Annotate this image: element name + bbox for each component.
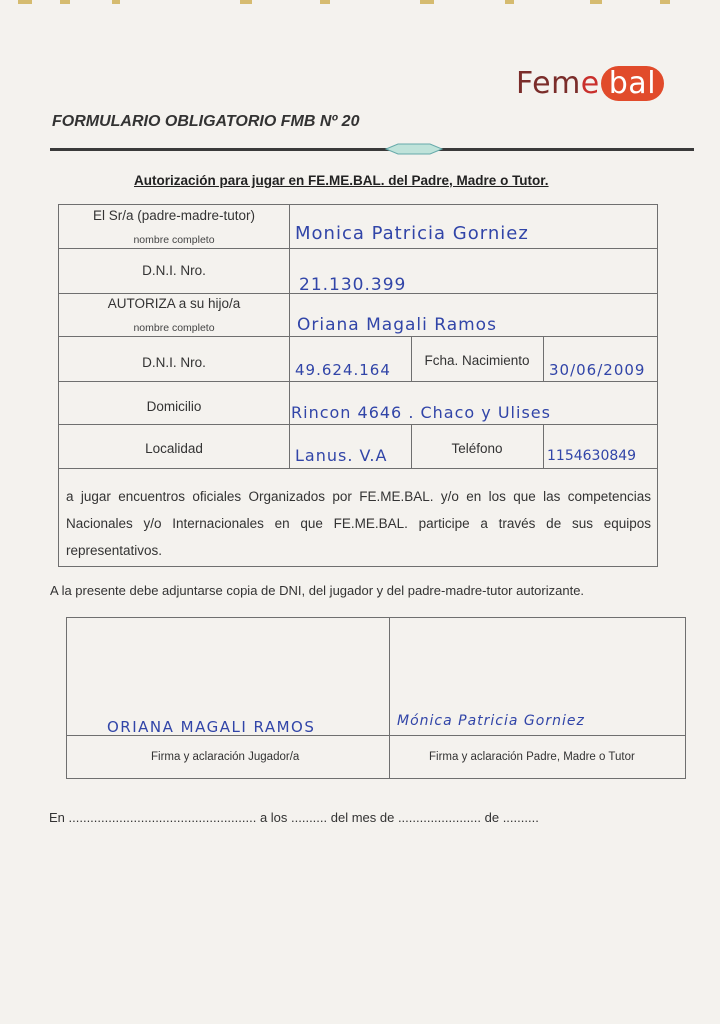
signature-box bbox=[66, 617, 686, 779]
dni-label: D.N.I. Nro. bbox=[142, 355, 206, 370]
child-sublabel: nombre completo bbox=[133, 322, 215, 334]
row-divider bbox=[59, 424, 657, 425]
parent-signature[interactable]: Mónica Patricia Gorniez bbox=[397, 713, 585, 729]
row-divider bbox=[59, 468, 657, 469]
row-divider bbox=[59, 336, 657, 337]
birth-date-label: Fcha. Nacimiento bbox=[424, 353, 530, 368]
city-value[interactable]: Lanus. V.A bbox=[295, 446, 388, 465]
attachment-note: A la presente debe adjuntarse copia de DNI, del jugador y del padre-madre-tutor autorizante. bbox=[50, 583, 585, 598]
address-value[interactable]: Rincon 4646 . Chaco y Ulises bbox=[291, 403, 551, 422]
signature-divider bbox=[389, 618, 390, 778]
col-divider bbox=[289, 205, 290, 468]
dni-label: D.N.I. Nro. bbox=[142, 263, 206, 278]
parent-dni-value[interactable]: 21.130.399 bbox=[299, 275, 407, 295]
child-label: AUTORIZA a su hijo/a bbox=[107, 296, 241, 311]
authorization-paragraph: a jugar encuentros oficiales Organizados por FE.ME.BAL. y/o en los que las competencias Nacionales y/o Internacionales en que FE.ME.BAL. participe a través de sus equipos representativos. bbox=[66, 489, 651, 558]
row-divider bbox=[59, 381, 657, 382]
address-label: Domicilio bbox=[146, 399, 202, 414]
date-place-line: En .................................................... a los .......... del mes de ....................... de .......... bbox=[49, 810, 539, 825]
child-dni-value[interactable]: 49.624.164 bbox=[295, 361, 391, 379]
birth-date-value[interactable]: 30/06/2009 bbox=[549, 361, 646, 379]
form-title: FORMULARIO OBLIGATORIO FMB Nº 20 bbox=[52, 113, 360, 130]
parent-name-value[interactable]: Monica Patricia Gorniez bbox=[295, 223, 529, 244]
top-edge-marks bbox=[0, 0, 720, 10]
row-divider bbox=[59, 248, 657, 249]
form-subtitle: Autorización para jugar en FE.ME.BAL. del Padre, Madre o Tutor. bbox=[134, 173, 549, 188]
parent-signature-caption: Firma y aclaración Padre, Madre o Tutor bbox=[429, 751, 635, 763]
femebal-logo: Feme bal bbox=[516, 66, 664, 101]
rule-ornament bbox=[384, 143, 444, 155]
phone-value[interactable]: 1154630849 bbox=[547, 448, 637, 464]
city-label: Localidad bbox=[145, 441, 203, 456]
col-divider bbox=[543, 424, 544, 468]
player-signature[interactable]: ORIANA MAGALI RAMOS bbox=[107, 718, 316, 736]
child-name-value[interactable]: Oriana Magali Ramos bbox=[297, 315, 497, 335]
col-divider bbox=[543, 336, 544, 381]
phone-label: Teléfono bbox=[451, 441, 503, 456]
header-rule bbox=[50, 148, 694, 151]
parent-sublabel: nombre completo bbox=[133, 234, 215, 246]
parent-label: El Sr/a (padre-madre-tutor) bbox=[92, 208, 256, 223]
player-signature-caption: Firma y aclaración Jugador/a bbox=[151, 751, 300, 763]
